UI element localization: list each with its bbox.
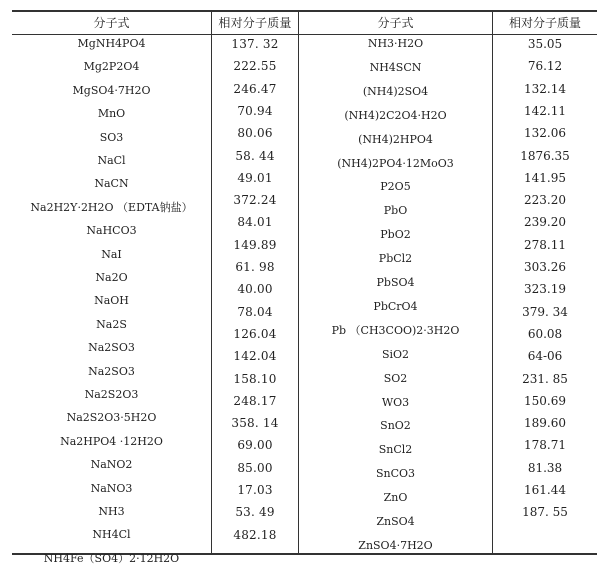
formula-cell: Na2H2Y·2H2O （EDTA钠盐） <box>30 200 193 214</box>
formula-cell: SnCO3 <box>375 467 416 481</box>
formula-cell: NaNO2 <box>90 458 133 472</box>
mass-cell: 137. 32 <box>231 37 279 51</box>
formula-cell: Na2O <box>95 271 128 284</box>
formula-cell: NaCN <box>94 177 129 191</box>
formula-cell: SiO2 <box>381 347 410 361</box>
mass-cell: 149.89 <box>233 237 277 252</box>
header-mass-right: 相对分子质量 <box>508 16 581 30</box>
mass-cell: 132.14 <box>524 81 566 96</box>
formula-cell: ZnSO4 <box>376 515 415 528</box>
mass-cell: 222.55 <box>233 59 277 74</box>
formula-cell: ZnO <box>383 491 408 505</box>
mass-cell: 80.06 <box>237 126 273 141</box>
mass-cell: 246.47 <box>233 81 277 96</box>
mass-cell: 132.06 <box>524 126 566 141</box>
formula-cell: Na2SO3 <box>88 364 135 378</box>
mass-cell: 17.03 <box>237 483 273 497</box>
formula-cell: (NH4)2C2O4·H2O <box>344 108 447 122</box>
mass-cell: 81.38 <box>527 460 563 475</box>
mass-cell: 61. 98 <box>235 260 275 274</box>
mass-cell: 150.69 <box>524 393 566 408</box>
formula-cell: PbCrO4 <box>373 299 418 313</box>
mass-cell: 142.04 <box>233 349 277 364</box>
mass-cell: 142.11 <box>524 103 566 118</box>
mass-cell: 85.00 <box>237 460 273 475</box>
mass-cell: 379. 34 <box>522 304 568 319</box>
formula-cell: (NH4)2PO4·12MoO3 <box>337 156 454 170</box>
mass-cell: 69.00 <box>237 438 273 453</box>
formula-cell: SO3 <box>99 130 124 144</box>
mass-cell: 76.12 <box>527 59 563 74</box>
mass-cell: 161.44 <box>524 483 566 497</box>
mass-cell: 189.60 <box>524 416 566 431</box>
formula-cell: PbCl2 <box>378 252 413 266</box>
mass-cell: 53. 49 <box>235 505 275 520</box>
mass-cell: 78.04 <box>237 304 273 319</box>
formula-cell: MgSO4·7H2O <box>72 83 151 97</box>
mass-cell: 141.95 <box>524 170 566 185</box>
mass-cell: 278.11 <box>524 237 566 252</box>
formula-cell: SnCl2 <box>378 443 413 457</box>
formula-cell: Na2SO3 <box>88 341 135 355</box>
formula-cell: MgNH4PO4 <box>77 37 146 50</box>
formula-cell: (NH4)2HPO4 <box>358 132 433 146</box>
mass-cell: 60.08 <box>527 326 563 341</box>
formula-cell: NH3·H2O <box>367 37 424 50</box>
mass-cell: 303.26 <box>524 260 566 274</box>
mass-cell: 35.05 <box>527 37 563 51</box>
formula-cell: NaI <box>101 247 122 261</box>
mass-cell: 40.00 <box>237 282 273 297</box>
header-mass-left: 相对分子质量 <box>218 16 292 30</box>
header-formula-left: 分子式 <box>93 16 130 30</box>
mass-cell: 70.94 <box>237 103 273 118</box>
formula-cell: Na2S2O3 <box>84 388 139 401</box>
formula-cell: Na2S2O3·5H2O <box>66 411 157 425</box>
formula-cell: (NH4)2SO4 <box>362 84 429 98</box>
formula-cell: NH3 <box>98 505 125 518</box>
mass-cell: 84.01 <box>237 215 273 230</box>
formula-cell: NaCl <box>97 154 126 167</box>
mass-cell: 482.18 <box>233 527 277 542</box>
formula-cell: PbO2 <box>380 228 411 242</box>
mass-cell: 248.17 <box>233 393 277 408</box>
formula-cell: NH4Cl <box>92 528 131 542</box>
mass-cell: 178.71 <box>524 438 566 453</box>
formula-cell: PbO <box>383 204 408 218</box>
formula-cell: SO2 <box>383 371 408 385</box>
mass-cell: 58. 44 <box>235 148 275 163</box>
mass-cell: 1876.35 <box>520 148 570 163</box>
formula-cell: NaNO3 <box>90 481 133 495</box>
formula-cell: MnO <box>97 107 126 121</box>
formula-cell: PbSO4 <box>376 276 415 289</box>
formula-cell: Pb （CH3COO)2·3H2O <box>331 323 460 337</box>
mass-cell: 323.19 <box>524 282 566 297</box>
mass-cell: 231. 85 <box>522 371 568 386</box>
formula-cell: NaOH <box>94 294 129 308</box>
table-top-rule <box>12 10 597 12</box>
formula-cell: NH4Fe（SO4）2·12H2O <box>43 551 180 565</box>
mass-cell: 187. 55 <box>522 505 568 520</box>
mass-cell: 358. 14 <box>231 416 279 431</box>
formula-cell: ZnSO4·7H2O <box>358 538 433 552</box>
formula-cell: P2O5 <box>380 180 411 194</box>
mass-cell: 158.10 <box>233 371 277 386</box>
mass-cell: 223.20 <box>524 193 566 208</box>
formula-cell: Na2HPO4 ·12H2O <box>60 434 163 448</box>
formula-cell: Na2S <box>96 317 127 331</box>
formula-cell: NaHCO3 <box>86 224 137 238</box>
mass-cell: 49.01 <box>237 170 273 185</box>
formula-cell: NH4SCN <box>369 60 422 74</box>
formula-cell: SnO2 <box>380 419 411 433</box>
mass-cell: 372.24 <box>233 193 277 208</box>
formula-cell: Mg2P2O4 <box>83 60 140 74</box>
mass-cell: 239.20 <box>524 215 566 230</box>
mass-cell: 126.04 <box>233 326 277 341</box>
formula-cell: WO3 <box>381 395 410 409</box>
molecular-mass-table <box>12 10 597 565</box>
header-formula-right: 分子式 <box>377 16 414 30</box>
mass-cell: 64-06 <box>527 349 563 364</box>
